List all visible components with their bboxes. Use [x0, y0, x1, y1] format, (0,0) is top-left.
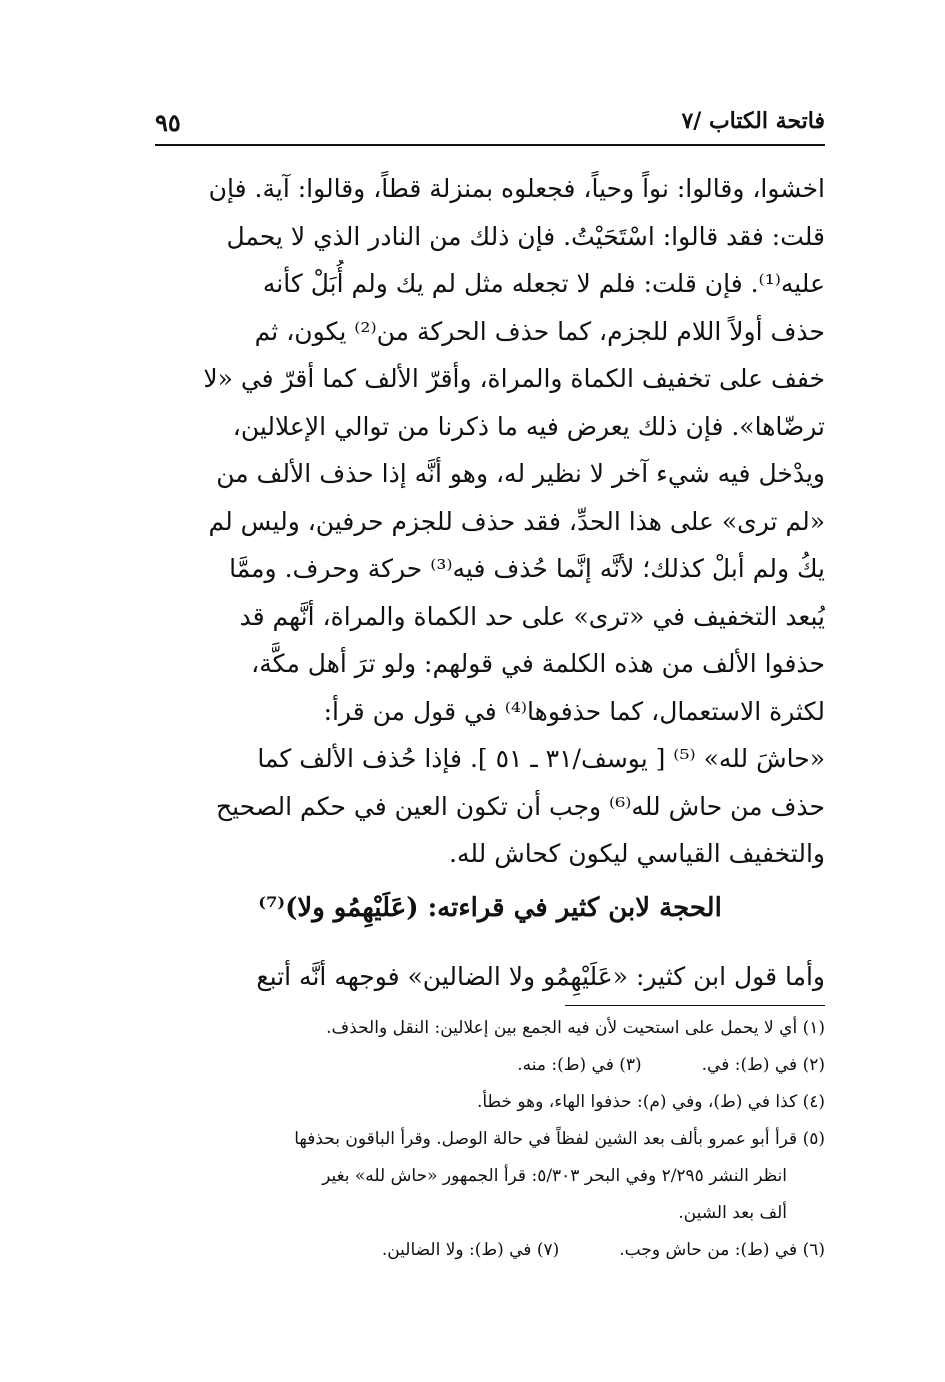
text-line: ويدْخل فيه شيء آخر لا نظير له، وهو أنَّه إذا حذف الألف من: [216, 459, 825, 488]
text-line: يكُ ولم أبلْ كذلك؛ لأنَّه إنَّما حُذف فيه⁽³⁾ حركة وحرف. وممَّا: [229, 554, 825, 583]
page-number: ٩٥: [155, 108, 181, 137]
text-line: لكثرة الاستعمال، كما حذفوها⁽⁴⁾ في قول من قرأ:: [323, 696, 825, 726]
text-line: يُبعد التخفيف في «ترى» على حد الكماة والمراة، أنَّهم قد: [239, 601, 825, 631]
footnote-7: (٧) في (ط): ولا الضالين.: [381, 1240, 560, 1260]
chapter-title: فاتحة الكتاب /٧: [681, 108, 825, 134]
footnote-5-cont: انظر النشر ٢/٢٩٥ وفي البحر ٥/٣٠٣: قرأ الجمهور «حاش لله» بغير: [322, 1166, 787, 1186]
text-line: حذف من حاش لله⁽⁶⁾ وجب أن تكون العين في حكم الصحيح: [216, 791, 825, 821]
footnotes: [155, 1010, 825, 1269]
footnote-3: (٣) في (ط): منه.: [517, 1055, 642, 1075]
text-line: «لم ترى» على هذا الحدِّ، فقد حذف للجزم حرفين، وليس لم: [208, 506, 825, 536]
footnote-row: [155, 1232, 825, 1269]
footnote-6: (٦) في (ط): من حاش وجب.: [619, 1240, 825, 1260]
footnote-5: (٥) قرأ أبو عمرو بألف بعد الشين لفظاً في حالة الوصل. وقرأ الباقون بحذفها: [294, 1129, 825, 1149]
main-text: [155, 165, 825, 878]
text-line: خفف على تخفيف الكماة والمراة، وأقرّ الألف كما أقرّ في «لا: [203, 364, 825, 393]
text-line: حذفوا الألف من هذه الكلمة في قولهم: ولو ترَ أهل مكَّة،: [251, 649, 825, 678]
footnote-divider: [565, 1005, 825, 1006]
text-line: ترضّاها». فإن ذلك يعرض فيه ما ذكرنا من توالي الإعلالين،: [232, 411, 825, 441]
section-heading: الحجة لابن كثير في قراءته: (عَلَيْهِمُو ولا)⁽⁷⁾: [258, 893, 722, 923]
footnote-4: (٤) كذا في (ط)، وفي (م): حذفوا الهاء، وهو خطأ.: [476, 1092, 825, 1112]
header-divider: [155, 144, 825, 146]
running-header: [155, 104, 825, 144]
text-line: والتخفيف القياسي ليكون كحاش لله.: [449, 839, 825, 868]
text-line: اخشوا، وقالوا: نواً وحياً، فجعلوه بمنزلة قطاً، وقالوا: آية. فإن: [208, 174, 825, 203]
footnote-1: (١) أي لا يحمل على استحيت لأن فيه الجمع بين إعلالين: النقل والحذف.: [326, 1018, 825, 1038]
footnote-5-cont: ألف بعد الشين.: [678, 1203, 787, 1223]
footnote-row: [155, 1047, 825, 1084]
text-line: قلت: فقد قالوا: اسْتَحَيْتُ. فإن ذلك من النادر الذي لا يحمل: [226, 221, 825, 251]
footnote-2: (٢) في (ط): في.: [701, 1055, 825, 1075]
text-line: «حاشَ لله» ⁽⁵⁾ [ يوسف/٣١ ـ ٥١ ]. فإذا حُذف الألف كما: [257, 744, 825, 773]
text-line: وأما قول ابن كثير: «عَلَيْهِمُو ولا الضالين» فوجهه أنَّه أتبع: [256, 962, 825, 991]
text-line: عليه⁽¹⁾. فإن قلت: فلم لا تجعله مثل لم يك ولم أُبَلْ كأنه: [262, 269, 825, 298]
text-line: حذف أولاً اللام للجزم، كما حذف الحركة من⁽²⁾ يكون، ثم: [254, 316, 825, 346]
